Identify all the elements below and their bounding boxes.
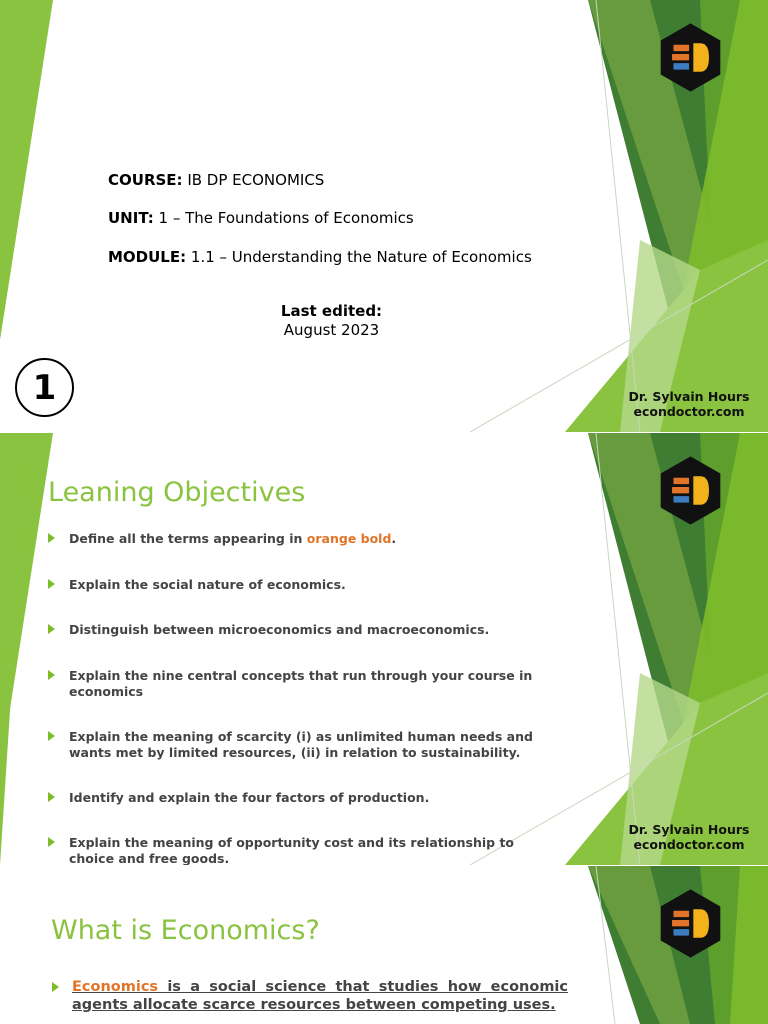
econdoctor-logo-icon	[655, 455, 726, 526]
list-item: Explain the nine central concepts that run through your course in economics	[48, 668, 558, 699]
author-credit	[612, 822, 766, 852]
module-label: MODULE:	[108, 248, 187, 266]
author-name: Dr. Sylvain Hours	[628, 822, 750, 837]
unit-value: 1 – The Foundations of Economics	[158, 209, 414, 227]
objectives-heading: Leaning Objectives	[48, 477, 306, 508]
triangle-bullet-icon	[48, 731, 55, 741]
last-edited-label: Last edited:	[280, 302, 383, 320]
list-item: Explain the social nature of economics.	[48, 577, 568, 593]
title-slide	[0, 0, 768, 432]
list-item: Define all the terms appearing in orange bold.	[48, 531, 568, 547]
list-item: Explain the meaning of opportunity cost and its relationship to choice and free goods.	[48, 835, 538, 865]
economics-heading: What is Economics?	[51, 915, 320, 946]
definition-end: .	[550, 997, 556, 1013]
author-name: Dr. Sylvain Hours	[628, 389, 750, 404]
economics-definition: Economics is a social science that studies how economic agents allocate scarce resources between competing uses.	[48, 978, 568, 1014]
triangle-bullet-icon	[52, 982, 59, 992]
econdoctor-logo-icon	[655, 888, 726, 959]
list-item: Identify and explain the four factors of production.	[48, 790, 568, 806]
list-item: Explain the meaning of scarcity (i) as unlimited human needs and wants met by limited resources, (ii) in relation to sustainability.	[48, 729, 558, 760]
module-line	[108, 248, 532, 266]
course-value: IB DP ECONOMICS	[187, 171, 325, 189]
slide-number-badge: 1	[15, 358, 74, 417]
unit-label: UNIT:	[108, 209, 154, 227]
author-site: econdoctor.com	[633, 837, 745, 852]
triangle-bullet-icon	[48, 624, 55, 634]
triangle-bullet-icon	[48, 837, 55, 847]
course-label: COURSE:	[108, 171, 183, 189]
economics-definition-slide	[0, 866, 768, 1024]
triangle-bullet-icon	[48, 533, 55, 543]
author-site: econdoctor.com	[633, 404, 745, 419]
author-credit	[612, 389, 766, 419]
economics-term: Economics	[72, 979, 159, 995]
triangle-bullet-icon	[48, 670, 55, 680]
triangle-bullet-icon	[48, 792, 55, 802]
orange-highlight: orange bold	[306, 531, 392, 546]
module-value: 1.1 – Understanding the Nature of Economics	[190, 248, 532, 266]
triangle-bullet-icon	[48, 579, 55, 589]
objectives-slide	[0, 433, 768, 865]
list-item: Distinguish between microeconomics and macroeconomics.	[48, 622, 568, 638]
unit-line	[108, 209, 414, 227]
last-edited-date: August 2023	[283, 321, 380, 339]
econdoctor-logo-icon	[655, 22, 726, 93]
course-line	[108, 171, 324, 189]
